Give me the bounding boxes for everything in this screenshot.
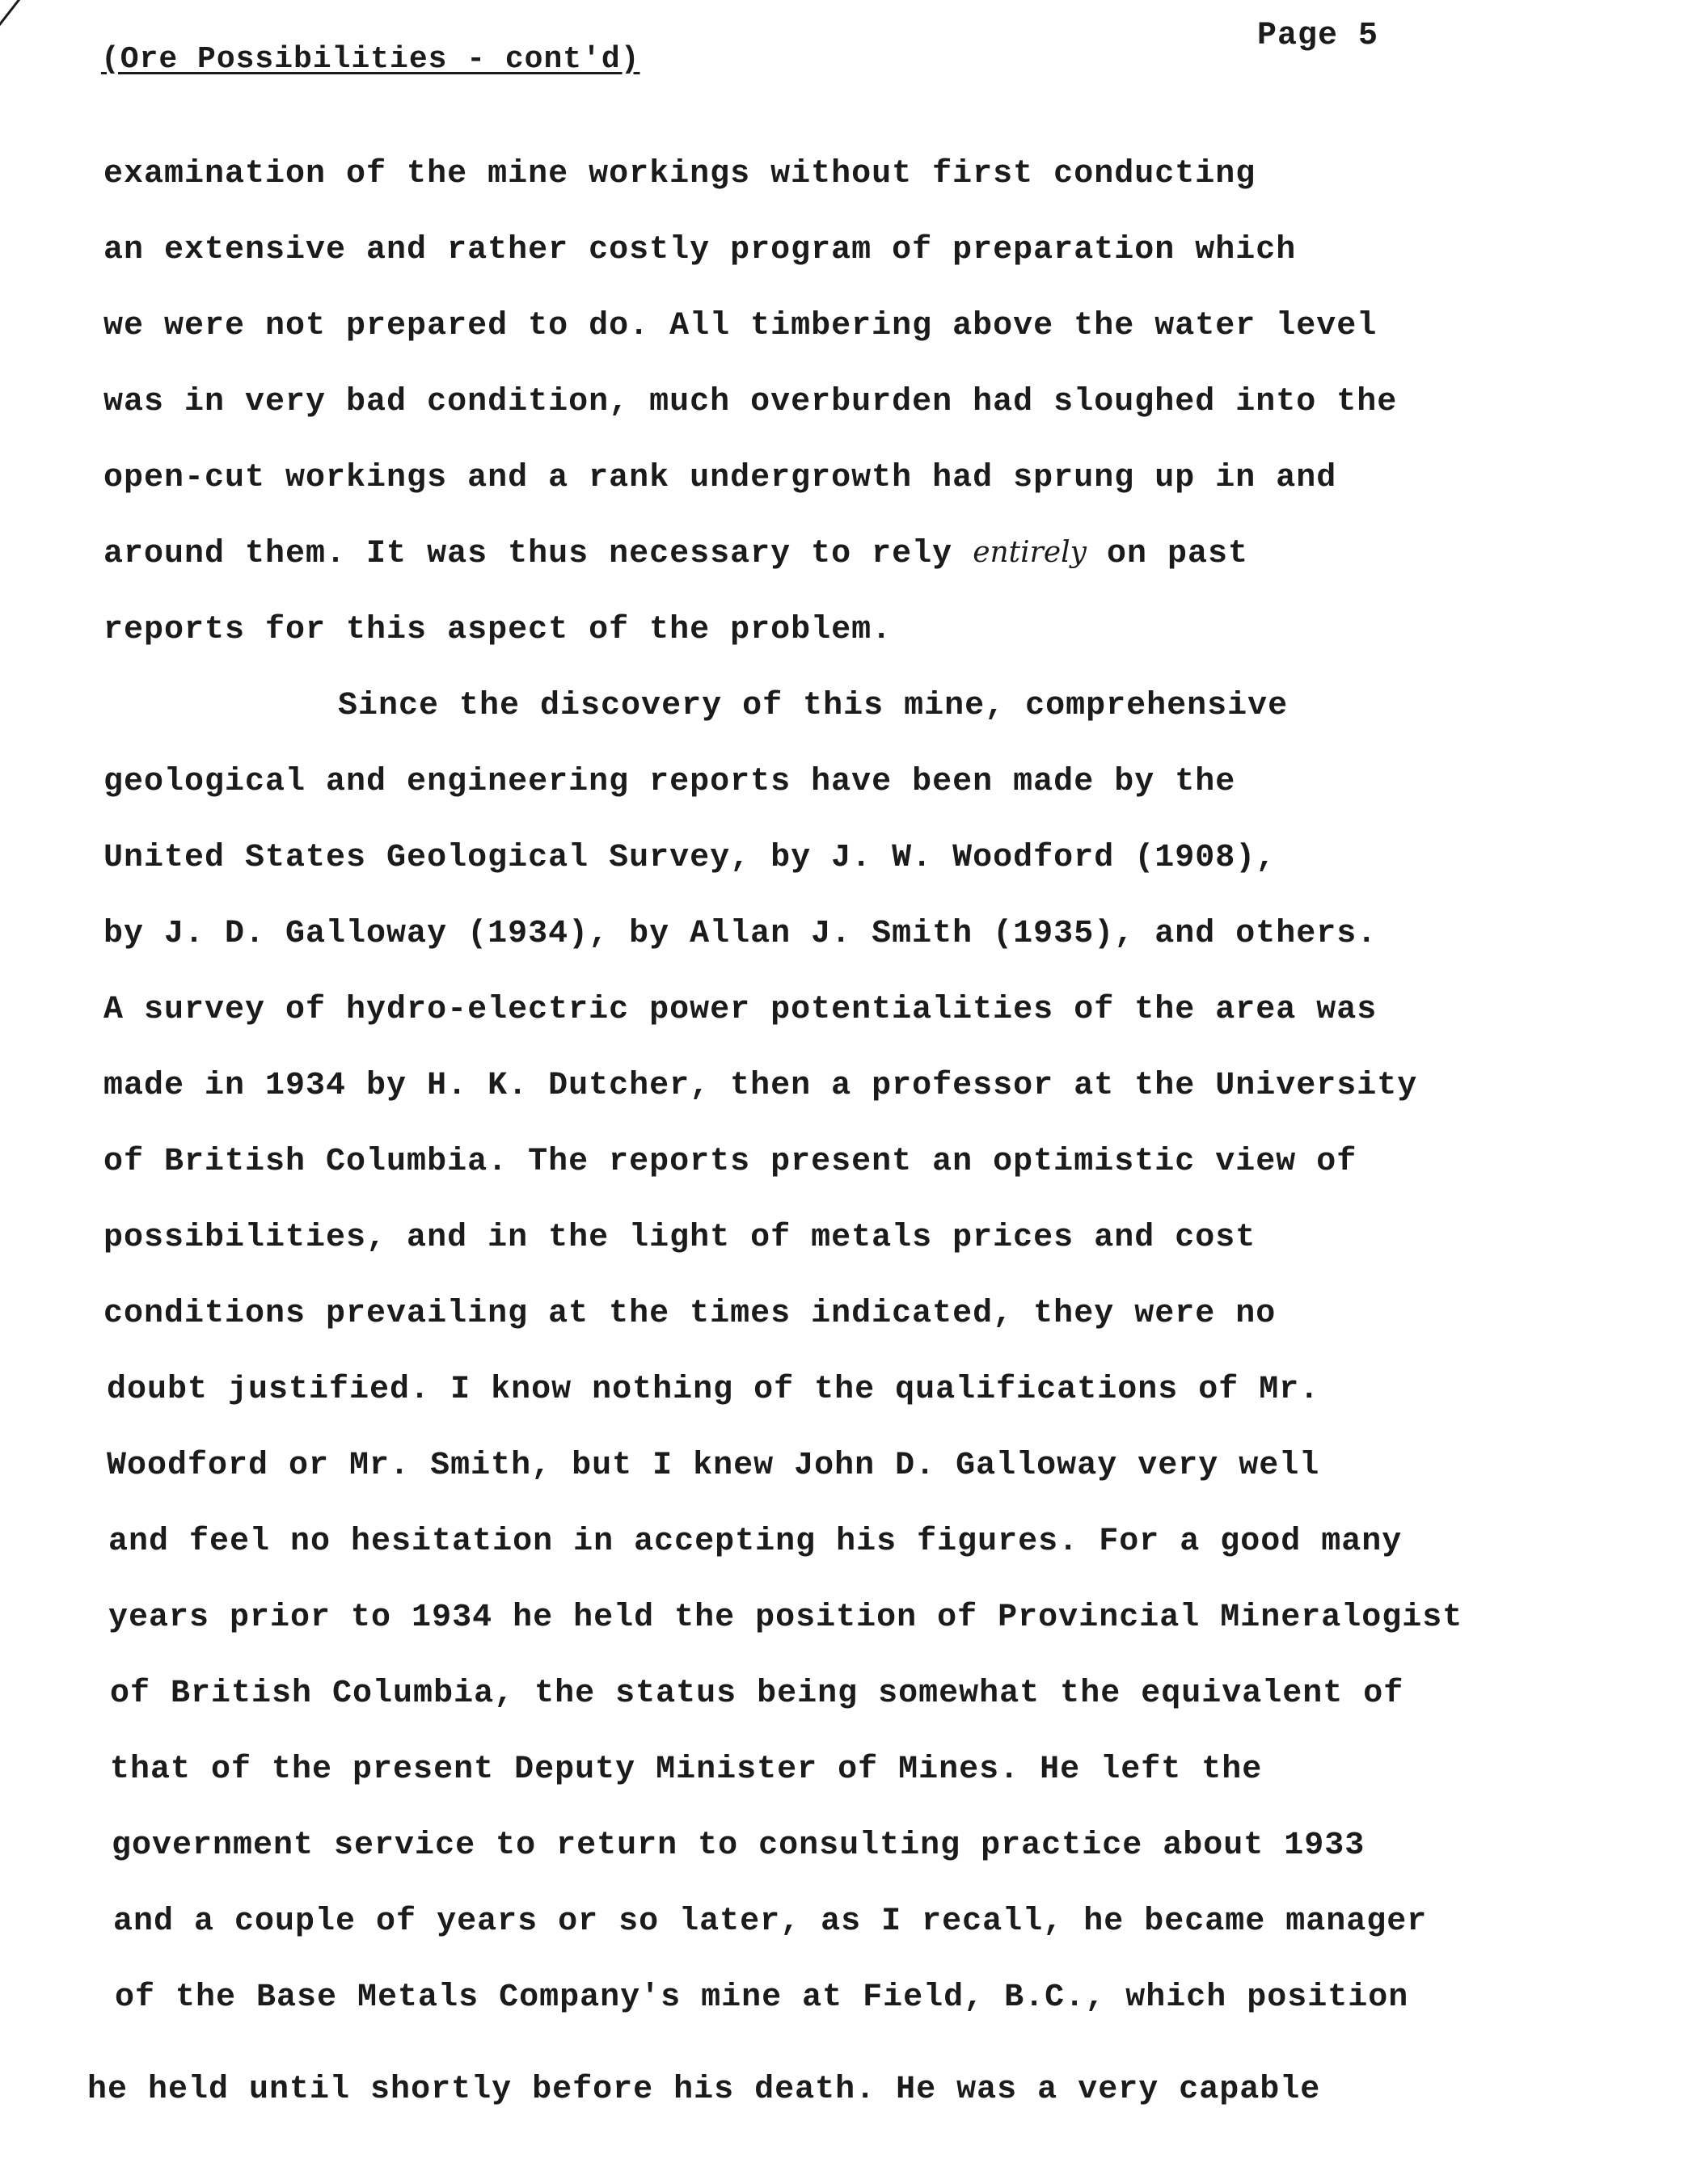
text-line: United States Geological Survey, by J. W. Woodford (1908), xyxy=(103,840,1277,876)
text-line: he held until shortly before his death. He was a very capable xyxy=(87,2072,1321,2108)
text-line: reports for this aspect of the problem. xyxy=(103,612,893,648)
text-line: A survey of hydro-electric power potentialities of the area was xyxy=(103,992,1378,1028)
typed-segment: on past xyxy=(1087,536,1249,572)
text-line: Woodford or Mr. Smith, but I knew John D. Galloway very well xyxy=(107,1448,1320,1484)
text-line: was in very bad condition, much overburden had sloughed into the xyxy=(103,384,1398,420)
text-line: open-cut workings and a rank undergrowth had sprung up in and xyxy=(103,460,1337,496)
text-line xyxy=(103,538,1248,571)
paragraph-first-line: Since the discovery of this mine, comprehensive xyxy=(338,688,1289,724)
text-line: conditions prevailing at the times indicated, they were no xyxy=(103,1296,1277,1332)
text-line: an extensive and rather costly program of preparation which xyxy=(103,232,1297,268)
text-line: by J. D. Galloway (1934), by Allan J. Smith (1935), and others. xyxy=(103,916,1378,952)
text-line: of British Columbia. The reports present an optimistic view of xyxy=(103,1144,1357,1180)
text-line: of the Base Metals Company's mine at Field, B.C., which position xyxy=(115,1980,1409,2016)
text-line: possibilities, and in the light of metals prices and cost xyxy=(103,1220,1256,1256)
handwritten-insertion: entirely xyxy=(973,536,1087,569)
running-head: (Ore Possibilities - cont'd) xyxy=(101,42,640,77)
text-line: examination of the mine workings without first conducting xyxy=(103,156,1256,192)
corner-pen-mark xyxy=(0,0,46,31)
text-line: years prior to 1934 he held the position of Provincial Mineralogist xyxy=(108,1600,1463,1636)
page-number: Page 5 xyxy=(1257,18,1379,54)
text-line: we were not prepared to do. All timbering above the water level xyxy=(103,308,1378,344)
text-line: that of the present Deputy Minister of Mines. He left the xyxy=(110,1752,1263,1788)
text-line: and a couple of years or so later, as I recall, he became manager xyxy=(113,1904,1428,1940)
typed-segment: around them. It was thus necessary to rely xyxy=(103,536,953,572)
text-line: of British Columbia, the status being somewhat the equivalent of xyxy=(110,1676,1404,1712)
text-line: geological and engineering reports have been made by the xyxy=(103,764,1236,800)
text-line: made in 1934 by H. K. Dutcher, then a professor at the University xyxy=(103,1068,1418,1104)
text-line: and feel no hesitation in accepting his figures. For a good many xyxy=(108,1524,1403,1560)
text-line: doubt justified. I know nothing of the qualifications of Mr. xyxy=(107,1372,1320,1408)
text-line: government service to return to consulting practice about 1933 xyxy=(112,1828,1365,1864)
